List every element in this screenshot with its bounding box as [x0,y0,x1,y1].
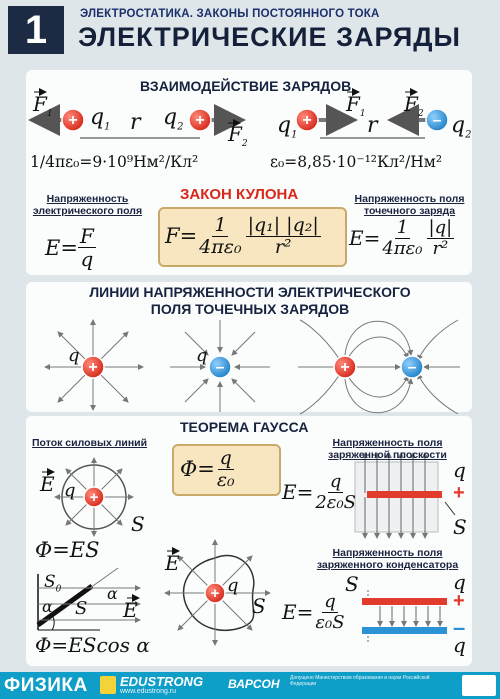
capacitor-diagram [362,590,447,644]
label-F1-left: $F_1$ [33,92,53,119]
sphere-E-label: E [40,472,55,496]
constant-epsilon0: ε₀=8,85·10⁻¹²Кл²/Нм² [270,153,443,171]
svg-text:+: + [210,585,220,602]
closed-S-label: S [252,594,266,618]
label-r-left: r [130,110,141,135]
label-q1-right: $q_1$ [277,113,298,141]
footer-publisher: ВАРСОН [228,677,280,691]
capacitor-formula: E= $\frac{q}{\text{ε₀S}}$ [282,591,345,633]
svg-text:+: + [302,112,312,129]
footer-site: www.edustrong.ru [120,688,177,695]
svg-text:–: – [432,112,442,129]
point-field-formula: E= $\frac{1}{\text{4πε₀}}$ $\frac{|q|}{\text{r²}}$ [349,217,453,259]
flux-formula-ES: Φ=ES [35,538,100,562]
label-F2-right: $F_2$ [404,92,424,119]
plane-q-label: q [453,458,466,482]
point-field-caption: Напряженность поля точечного заряда [354,193,465,217]
gauss-title: ТЕОРЕМА ГАУССА [180,419,309,435]
charged-plane-diagram [355,453,455,538]
header-number: 1 [24,8,48,52]
flux-formula-EScos: Φ=EScos α [35,633,150,657]
capacitor-q-label-2: q [453,633,466,657]
plane-formula: E= $\frac{q}{\text{2ε₀S}}$ [282,471,357,513]
footer-notice: Допущено Министерством образования и науки Российской Федерации [290,675,430,687]
inclined-E-label: E [123,598,138,622]
svg-text:+: + [340,359,350,376]
footer-corner-logo [462,675,496,696]
coulomb-formula: F= $\frac{1}{\text{4πε₀}}$ $\frac{\text{|q₁| |q₂|}}{\text{r²}}$ [165,213,319,258]
svg-text:+: + [88,359,98,376]
capacitor-S-label: S [345,572,359,596]
inclined-alpha-label: α [42,597,53,616]
label-q2-left: $q_2$ [163,105,184,133]
label-q1-left: $q_1$ [90,105,111,133]
sphere-S-label: S [131,512,145,536]
capacitor-plus-sign: + [453,590,465,612]
coulomb-title: ЗАКОН КУЛОНА [180,186,299,203]
interaction-title: ВЗАИМОДЕЙСТВИЕ ЗАРЯДОВ [140,78,352,94]
header-title: ЭЛЕКТРИЧЕСКИЕ ЗАРЯДЫ [78,22,461,52]
header-subtitle: ЭЛЕКТРОСТАТИКА. ЗАКОНЫ ПОСТОЯННОГО ТОКА [80,8,380,20]
flux-caption: Поток силовых линий [32,437,148,449]
capacitor-caption: Напряженность поля заряженного конденсатора [316,547,459,571]
field-lines-dipole [298,320,460,414]
field-strength-formula: E= $\frac{F}{q}$ [45,224,94,271]
footer-logo-mark [100,676,116,694]
field-strength-caption: Напряженность электрического поля [32,193,143,217]
svg-text:+: + [68,112,78,129]
inclined-S-label: S [75,598,88,619]
label-r-right: r [367,113,378,138]
gauss-closed-surface-diagram [165,540,270,645]
constant-k: 1/4πε₀=9·10⁹Нм²/Кл² [30,153,199,171]
label-F2-left: $F_2$ [228,122,248,149]
field-lines-title: ЛИНИИ НАПРЯЖЕННОСТИ ЭЛЕКТРИЧЕСКОГО ПОЛЯ ТОЧЕЧНЫХ ЗАРЯДОВ [89,284,411,317]
field-lines-q-label: q [196,345,208,366]
footer-subject: ФИЗИКА [4,675,88,696]
label-q2-right: $q_2$ [451,113,472,141]
inclined-S0-label: $S_0$ [44,572,62,595]
plane-plus-sign: + [453,482,465,504]
svg-text:–: – [215,359,225,376]
field-lines-q-label: q [68,345,80,366]
closed-E-label: E [165,551,180,575]
svg-text:+: + [89,489,99,506]
capacitor-q-label: q [453,570,466,594]
inclined-alpha-label-2: α [107,584,118,603]
footer-brand: EDUSTRONG [120,674,204,689]
gauss-formula: Φ= $\frac{q}{\text{ε₀}}$ [180,446,235,491]
plane-S-label: S [453,515,467,539]
svg-text:–: – [407,359,417,376]
label-F1-right: $F_1$ [346,92,366,119]
plane-caption: Напряженность поля заряженной плоскости [328,437,447,461]
capacitor-minus-sign: – [453,615,466,640]
sphere-q-label: q [64,480,76,501]
gauss-sphere-diagram [42,458,133,536]
closed-q-label: q [227,575,239,596]
svg-text:+: + [195,112,205,129]
